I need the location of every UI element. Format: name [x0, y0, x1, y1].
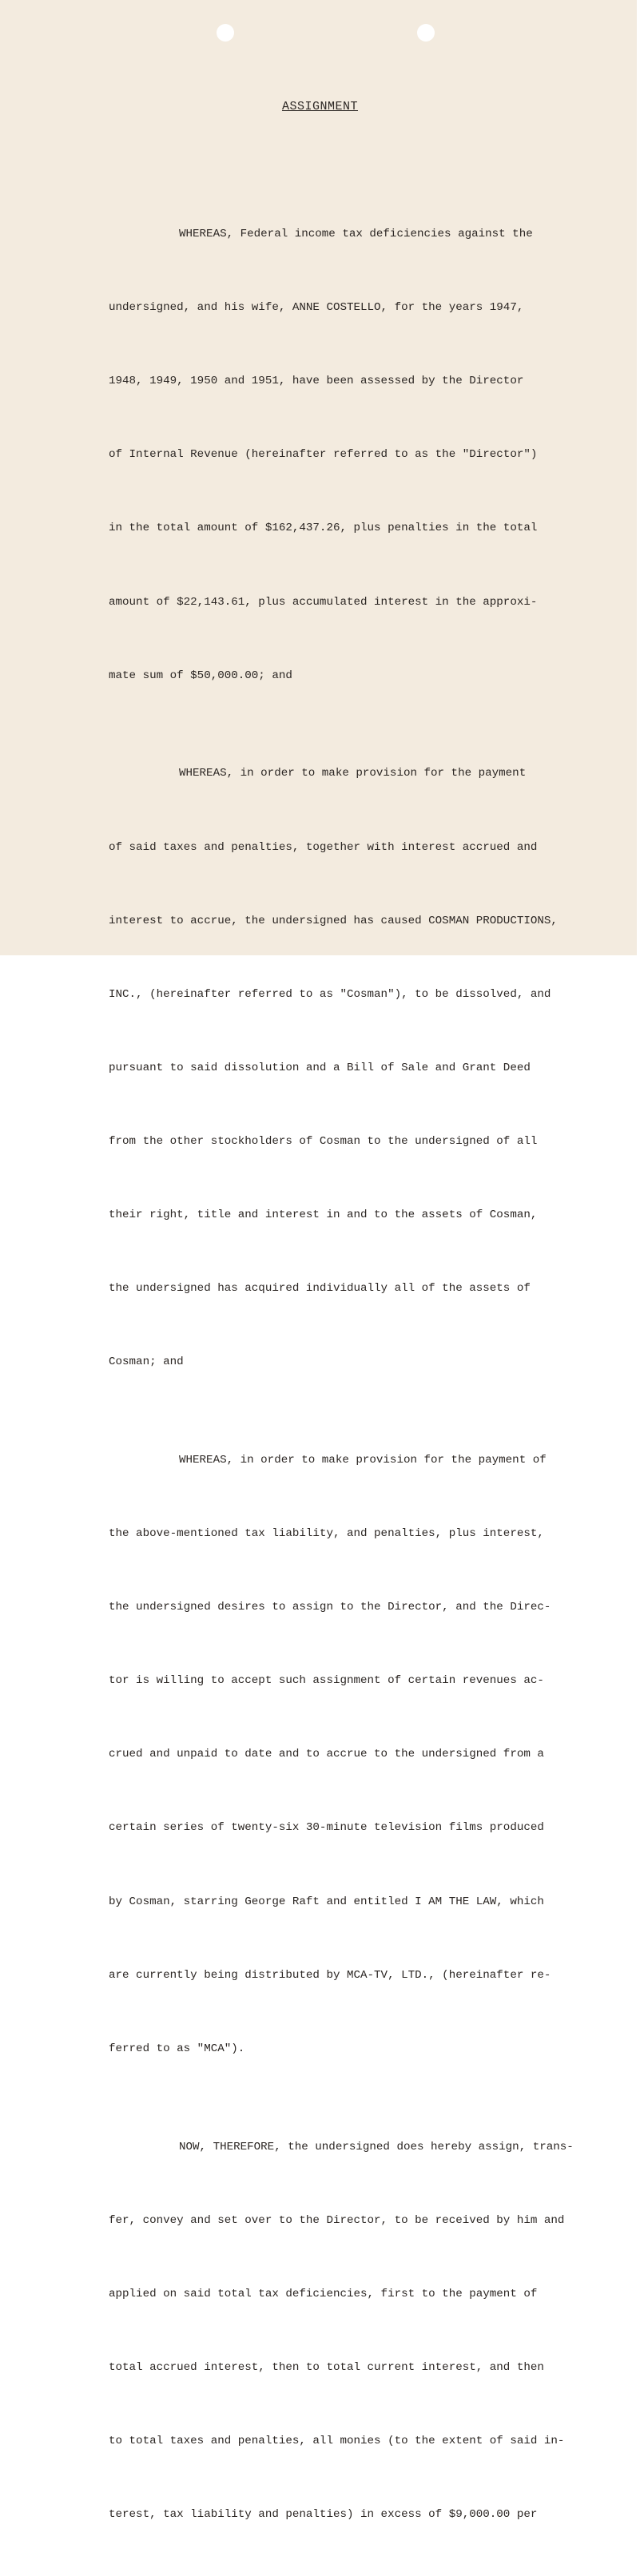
paragraph-2-line-9: Cosman; and [109, 1355, 184, 1369]
paragraph-2-line-5: pursuant to said dissolution and a Bill of Sale and Grant Deed [109, 1061, 531, 1074]
paragraph-3-line-3: the undersigned desires to assign to the Director, and the Direc- [109, 1601, 551, 1614]
paragraph-1-line-2: undersigned, and his wife, ANNE COSTELLO, for the years 1947, [109, 301, 524, 315]
paragraph-3-line-5: crued and unpaid to date and to accrue to the undersigned from a [109, 1748, 544, 1761]
paragraph-2-line-6: from the other stockholders of Cosman to the undersigned of all [109, 1134, 538, 1148]
paragraph-4-line-4: total accrued interest, then to total current interest, and then [109, 2360, 544, 2374]
paragraph-4-line-2: fer, convey and set over to the Director, to be received by him and [109, 2213, 565, 2227]
document-title: ASSIGNMENT [281, 100, 358, 113]
paragraph-4-line-5: to total taxes and penalties, all monies (to the extent of said in- [109, 2434, 565, 2447]
paragraph-4-line-1: NOW, THEREFORE, the undersigned does hereby assign, trans- [179, 2140, 574, 2153]
paragraph-3-line-1: WHEREAS, in order to make provision for the payment of [179, 1454, 547, 1467]
paragraph-2-line-7: their right, title and interest in and to the assets of Cosman, [109, 1209, 538, 1222]
paragraph-2-line-2: of said taxes and penalties, together with interest accrued and [109, 840, 538, 854]
paragraph-1-line-3: 1948, 1949, 1950 and 1951, have been assessed by the Director [109, 375, 524, 388]
paragraph-2-line-8: the undersigned has acquired individually all of the assets of [109, 1282, 531, 1296]
paragraph-1-line-6: amount of $22,143.61, plus accumulated interest in the approxi- [109, 595, 538, 609]
punch-hole-left [217, 24, 234, 42]
punch-hole-right [417, 24, 435, 42]
paragraph-1-line-5: in the total amount of $162,437.26, plus penalties in the total [109, 522, 538, 535]
paragraph-3-line-2: the above-mentioned tax liability, and penalties, plus interest, [109, 1527, 544, 1541]
paragraph-3-line-8: are currently being distributed by MCA-TV, LTD., (hereinafter re- [109, 1968, 551, 1982]
paragraph-3-line-7: by Cosman, starring George Raft and entitled I AM THE LAW, which [109, 1895, 544, 1908]
paragraph-3-line-4: tor is willing to accept such assignment of certain revenues ac- [109, 1674, 544, 1688]
paragraph-2-line-4: INC., (hereinafter referred to as "Cosman"), to be dissolved, and [109, 987, 551, 1001]
paragraph-2-line-3: interest to accrue, the undersigned has caused COSMAN PRODUCTIONS, [109, 914, 558, 927]
paragraph-3-line-6: certain series of twenty-six 30-minute television films produced [109, 1821, 544, 1835]
document-body [109, 149, 620, 2576]
paragraph-3-line-9: ferred to as "MCA"). [109, 2042, 245, 2055]
paragraph-4-line-3: applied on said total tax deficiencies, first to the payment of [109, 2287, 538, 2300]
paragraph-4-line-6: terest, tax liability and penalties) in excess of $9,000.00 per [109, 2508, 538, 2522]
paragraph-1-line-1: WHEREAS, Federal income tax deficiencies against the [179, 228, 533, 241]
paragraph-2-line-1: WHEREAS, in order to make provision for the payment [179, 767, 527, 780]
paragraph-1-line-7: mate sum of $50,000.00; and [109, 669, 292, 682]
paragraph-1-line-4: of Internal Revenue (hereinafter referred to as the "Director") [109, 448, 538, 462]
